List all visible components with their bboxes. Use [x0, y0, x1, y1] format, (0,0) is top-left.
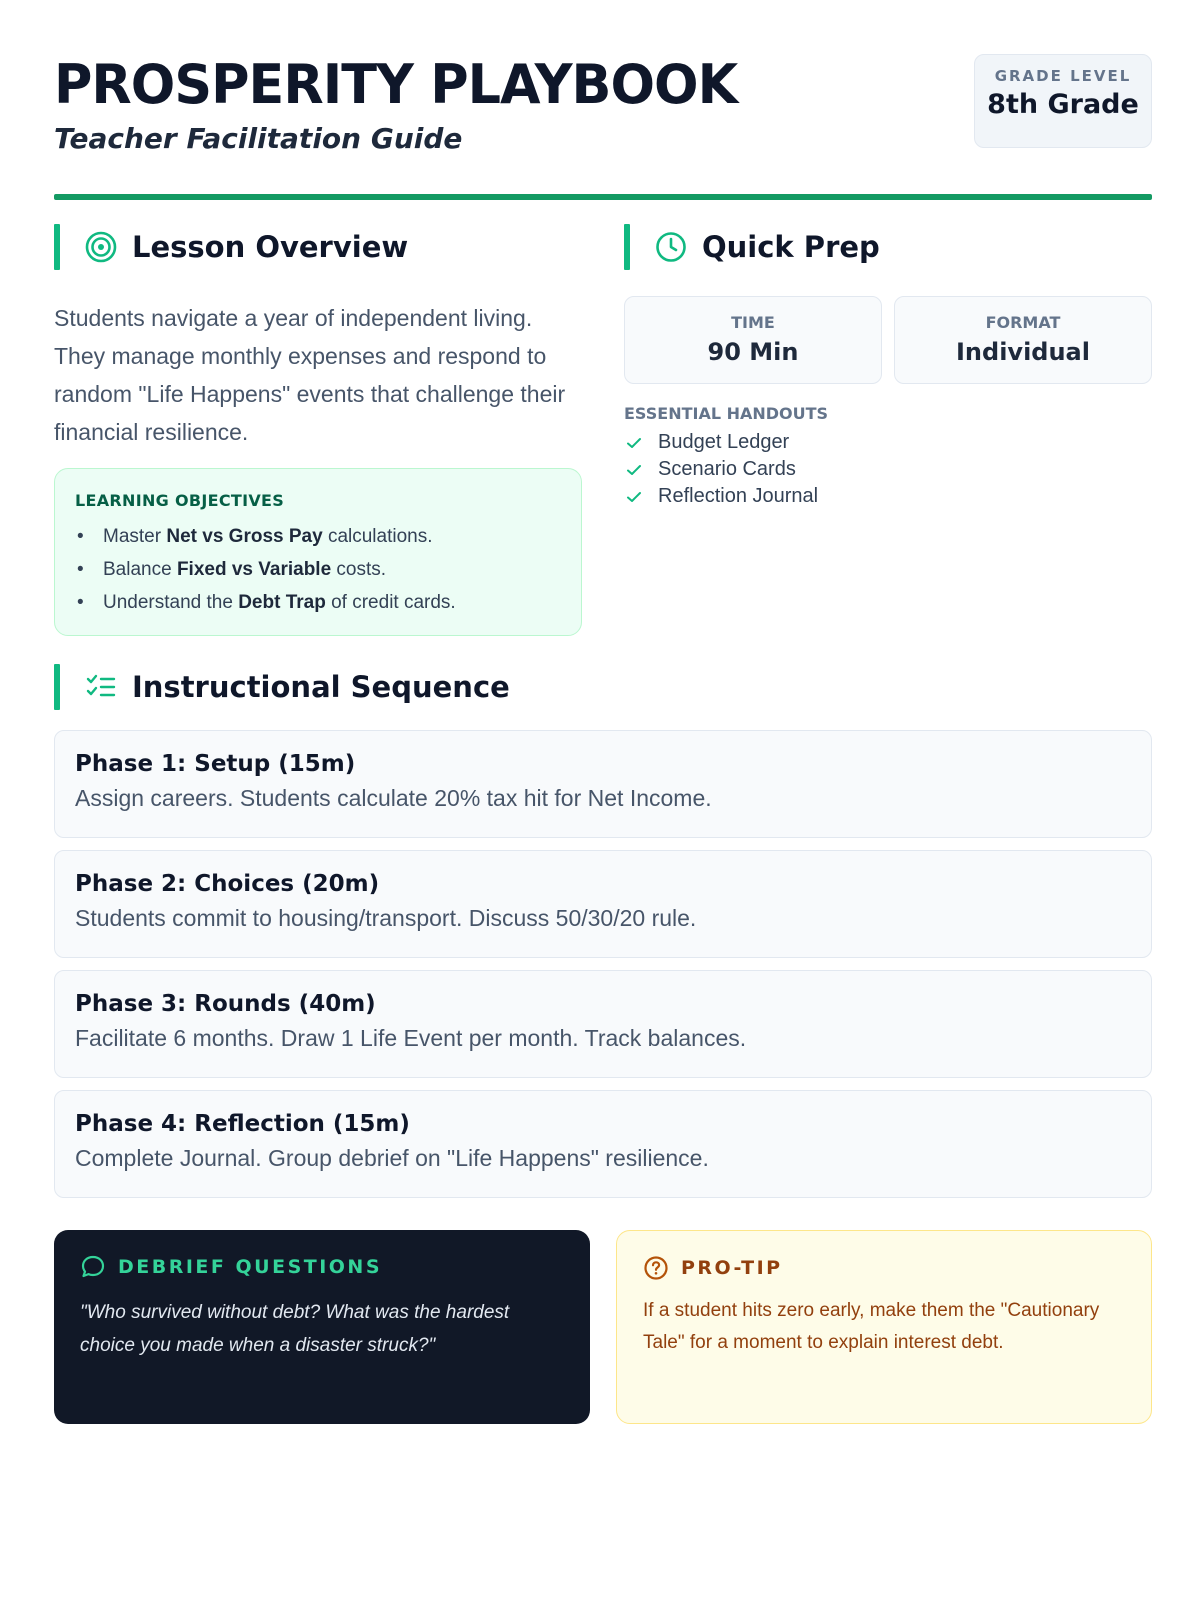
- time-card: [624, 296, 882, 384]
- list-item: [624, 429, 828, 456]
- grade-level-label: GRADE LEVEL: [994, 67, 1132, 85]
- grade-level-value: 8th Grade: [987, 89, 1139, 120]
- time-label: TIME: [731, 313, 775, 332]
- debrief-title: DEBRIEF QUESTIONS: [118, 1256, 383, 1278]
- list-item: [624, 483, 828, 510]
- header-divider: [54, 194, 1152, 200]
- pro-tip-title: PRO-TIP: [681, 1257, 783, 1279]
- list-item: • Understand the Debt Trap of credit cards.: [75, 586, 561, 619]
- list-item: [624, 456, 828, 483]
- section-accent-bar: [624, 224, 630, 270]
- grade-level-badge: [974, 54, 1152, 148]
- phase-card: [54, 1090, 1152, 1198]
- clock-icon: [654, 230, 688, 264]
- phase-description: Students commit to housing/transport. Discuss 50/30/20 rule.: [75, 905, 697, 931]
- phase-description: Complete Journal. Group debrief on "Life Happens" resilience.: [75, 1145, 709, 1171]
- check-icon: [624, 487, 644, 507]
- question-circle-icon: [643, 1255, 669, 1281]
- lesson-overview-heading: [54, 224, 408, 270]
- format-label: FORMAT: [985, 313, 1061, 332]
- list-item: • Balance Fixed vs Variable costs.: [75, 553, 561, 586]
- debrief-header: [80, 1254, 564, 1280]
- speech-bubble-icon: [80, 1254, 106, 1280]
- section-title: Instructional Sequence: [132, 670, 510, 704]
- checklist-icon: [84, 670, 118, 704]
- handout-label: Scenario Cards: [658, 458, 796, 480]
- phase-title: Phase 1: Setup (15m): [75, 751, 356, 777]
- section-accent-bar: [54, 224, 60, 270]
- debrief-questions-card: [54, 1230, 590, 1424]
- pro-tip-header: [643, 1255, 1125, 1281]
- pro-tip-text: If a student hits zero early, make them the "Cautionary Tale" for a moment to explain interest debt.: [643, 1300, 1100, 1353]
- handout-label: Reflection Journal: [658, 485, 819, 507]
- phase-title: Phase 3: Rounds (40m): [75, 991, 376, 1017]
- phase-title: Phase 2: Choices (20m): [75, 871, 380, 897]
- phase-card: [54, 850, 1152, 958]
- section-title: Quick Prep: [702, 230, 880, 264]
- section-accent-bar: [54, 664, 60, 710]
- learning-objectives-list: [75, 520, 561, 619]
- lesson-overview-text: Students navigate a year of independent living. They manage monthly expenses and respond to random "Life Happens" events that challenge their financial resilience.: [54, 305, 566, 445]
- essential-handouts: [624, 404, 828, 510]
- learning-objectives-box: [54, 468, 582, 636]
- format-card: [894, 296, 1152, 384]
- phase-card: [54, 970, 1152, 1078]
- format-value: Individual: [956, 338, 1090, 366]
- facilitation-guide-page: [54, 53, 1152, 1356]
- handout-label: Budget Ledger: [658, 431, 790, 453]
- learning-objectives-title: LEARNING OBJECTIVES: [75, 491, 285, 510]
- debrief-quote: "Who survived without debt? What was the hardest choice you made when a disaster struck?": [80, 1302, 510, 1356]
- quick-prep-heading: [624, 224, 880, 270]
- pro-tip-card: [616, 1230, 1152, 1424]
- target-icon: [84, 230, 118, 264]
- section-title: Lesson Overview: [132, 230, 409, 264]
- check-icon: [624, 433, 644, 453]
- check-icon: [624, 460, 644, 480]
- list-item: • Master Net vs Gross Pay calculations.: [75, 520, 561, 553]
- phase-description: Facilitate 6 months. Draw 1 Life Event per month. Track balances.: [75, 1025, 747, 1051]
- page-title: PROSPERITY PLAYBOOK: [54, 53, 738, 116]
- instructional-sequence-heading: [54, 664, 510, 710]
- handouts-list: [624, 429, 828, 510]
- page-header: [54, 54, 1152, 202]
- phase-title: Phase 4: Reflection (15m): [75, 1111, 410, 1137]
- phase-card: [54, 730, 1152, 838]
- phase-description: Assign careers. Students calculate 20% tax hit for Net Income.: [75, 785, 712, 811]
- page-subtitle: Teacher Facilitation Guide: [54, 122, 463, 155]
- handouts-title: ESSENTIAL HANDOUTS: [624, 404, 829, 423]
- time-value: 90 Min: [707, 338, 799, 366]
